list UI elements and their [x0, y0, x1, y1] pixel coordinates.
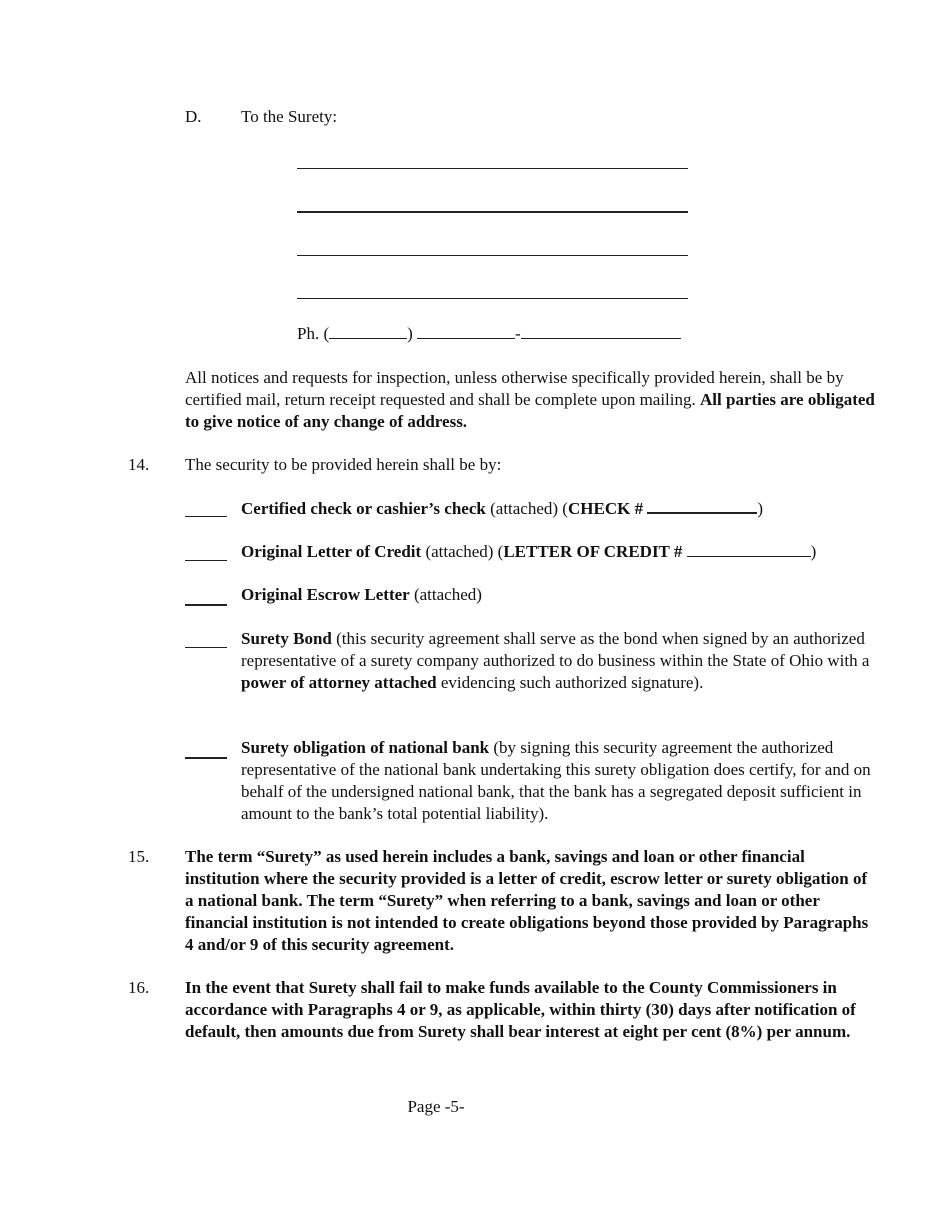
bond-option-blank[interactable] [185, 630, 227, 648]
escrow-option-attached: (attached) [409, 585, 482, 604]
bond-option [241, 628, 871, 694]
letter-credit-number-blank[interactable] [687, 541, 811, 557]
phone-close: ) [407, 324, 413, 343]
page-number: Page -5- [407, 1097, 465, 1116]
check-option-close: ) [757, 499, 763, 518]
surety-address-line-4[interactable] [297, 298, 688, 299]
item-16-number: 16. [128, 978, 150, 997]
national-bank-option [241, 737, 871, 825]
letter-credit-attached: (attached) ( [421, 542, 504, 561]
phone-prefix: Ph. ( [297, 324, 330, 343]
section-d-heading: To the Surety: [241, 107, 338, 126]
letter-credit-number-label: LETTER OF CREDIT # [503, 542, 687, 561]
escrow-option-blank[interactable] [185, 587, 227, 606]
check-number-label: CHECK # [567, 499, 648, 518]
item-15-number: 15. [128, 847, 150, 866]
item-15-text: The term “Surety” as used herein includes a bank, savings and loan or other financial institution where the security provided is a letter of credit, escrow letter or surety obligation of a national bank. The term “Surety” when referring to a bank, savings and loan or other financial institution is not intended to create obligations beyond those provided by Paragraphs 4 and/or 9 of this security agreement. [185, 847, 869, 954]
check-option-attached: (attached) ( [485, 499, 568, 518]
phone-dash: - [515, 324, 521, 343]
bond-option-text: (this security agreement shall serve as the bond when signed by an authorized representative of a surety company authorized to do business within the State of Ohio with a [241, 629, 870, 670]
surety-phone-row [297, 323, 681, 345]
notice-text: All notices and requests for inspection, unless otherwise specifically provided herein, shall be by certified mail, return receipt requested and shall be complete upon mailing. [185, 368, 844, 409]
letter-credit-option-blank[interactable] [185, 543, 227, 561]
escrow-option-label: Original Escrow Letter [241, 585, 410, 604]
surety-address-line-2[interactable] [297, 211, 688, 213]
check-option-blank[interactable] [185, 499, 227, 517]
letter-credit-label: Original Letter of Credit [241, 542, 422, 561]
item-14-text: The security to be provided herein shall be by: [185, 455, 502, 474]
section-d-letter: D. [185, 107, 202, 126]
letter-credit-option [241, 541, 871, 563]
check-number-blank[interactable] [647, 497, 757, 514]
notice-bold-text: All parties are obligated to give notice of any change of address. [185, 390, 875, 431]
notice-paragraph [185, 367, 875, 433]
bond-option-label: Surety Bond [241, 629, 332, 648]
check-option-label: Certified check or cashier’s check [241, 499, 486, 518]
phone-number-blank[interactable] [521, 323, 681, 339]
national-bank-option-text: (by signing this security agreement the authorized representative of the national bank undertaking this surety obligation does certify, for and on behalf of the undersigned national bank, that the bank has a segregated deposit sufficient in amount to the bank’s total potential liability). [241, 738, 871, 823]
surety-address-line-3[interactable] [297, 255, 688, 256]
escrow-option [241, 584, 871, 606]
item-14-number: 14. [128, 455, 150, 474]
check-option [241, 497, 871, 520]
national-bank-option-blank[interactable] [185, 740, 227, 759]
letter-credit-close: ) [810, 542, 817, 561]
item-16-text: In the event that Surety shall fail to make funds available to the County Commissioners in accordance with Paragraphs 4 or 9, as applicable, within thirty (30) days after notification of default, then amounts due from Surety shall bear interest at eight per cent (8%) per annum. [185, 978, 856, 1041]
national-bank-option-label: Surety obligation of national bank [241, 738, 490, 757]
surety-address-line-1[interactable] [297, 168, 688, 169]
bond-option-text-end: evidencing such authorized signature). [436, 673, 704, 692]
phone-area-code-blank[interactable] [329, 323, 407, 339]
bond-option-poa: power of attorney attached [241, 673, 437, 692]
phone-exchange-blank[interactable] [417, 323, 515, 339]
